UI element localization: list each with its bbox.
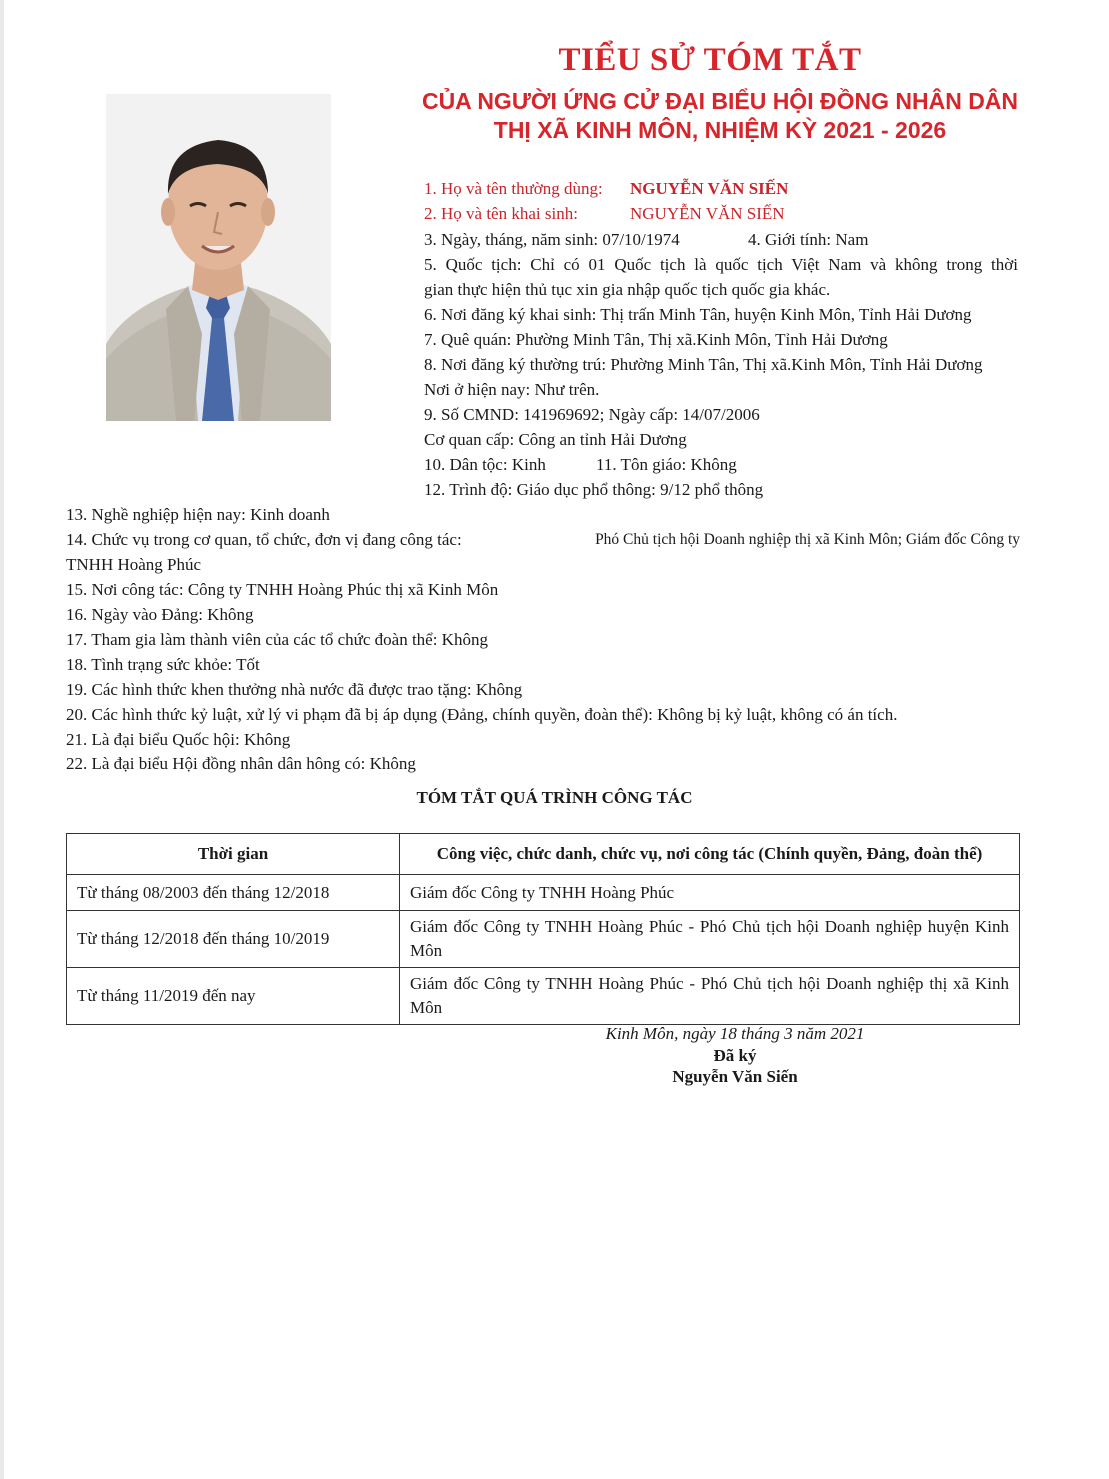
table-row [67,911,1020,968]
discipline: 20. Các hình thức kỷ luật, xử lý vi phạm đã bị áp dụng (Đảng, chính quyền, đoàn thể): Không bị kỷ luật, không có án tích. [66,705,898,724]
gender: 4. Giới tính: Nam [748,230,869,249]
current-address: Nơi ở hiện nay: Như trên. [424,380,600,399]
current-position-line2: TNHH Hoàng Phúc [66,555,202,574]
page-subtitle-line1: CỦA NGƯỜI ỨNG CỬ ĐẠI BIỂU HỘI ĐỒNG NHÂN DÂN [421,88,1019,114]
date-of-birth: 3. Ngày, tháng, năm sinh: 07/10/1974 [424,230,680,249]
birthplace: 6. Nơi đăng ký khai sinh: Thị trấn Minh Tân, huyện Kinh Môn, Tỉnh Hải Dương [424,305,972,324]
name-common-label: 1. Họ và tên thường dùng: [424,179,603,198]
nationality-line1: 5. Quốc tịch: Chỉ có 01 Quốc tịch là quốc tịch Việt Nam và không trong thời [424,255,1018,274]
national-assembly-member: 21. Là đại biểu Quốc hội: Không [66,730,291,749]
education: 12. Trình độ: Giáo dục phổ thông: 9/12 phổ thông [424,480,764,499]
column-header-work: Công việc, chức danh, chức vụ, nơi công tác (Chính quyền, Đảng, đoàn thể) [400,834,1020,875]
table-header-row [67,834,1020,875]
signature-signed: Đã ký [713,1046,757,1065]
page-edge [0,0,4,1479]
signature-name: Nguyễn Văn Siến [672,1067,798,1086]
permanent-residence: 8. Nơi đăng ký thường trú: Phường Minh Tân, Thị xã.Kinh Môn, Tỉnh Hải Dương [424,355,983,374]
history-time-cell: Từ tháng 08/2003 đến tháng 12/2018 [67,875,400,911]
council-member: 22. Là đại biểu Hội đồng nhân dân hông có: Không [66,754,416,773]
organizations: 17. Tham gia làm thành viên của các tổ chức đoàn thể: Không [66,630,488,649]
religion: 11. Tôn giáo: Không [596,455,737,474]
name-birth-label: 2. Họ và tên khai sinh: [424,204,578,223]
id-card: 9. Số CMND: 141969692; Ngày cấp: 14/07/2006 [424,405,760,424]
history-work-cell: Giám đốc Công ty TNHH Hoàng Phúc [400,875,1020,911]
current-position-value: Phó Chủ tịch hội Doanh nghiệp thị xã Kinh Môn; Giám đốc Công ty [595,531,1020,548]
work-history-table [66,833,1020,1025]
nationality-line2: gian thực hiện thủ tục xin gia nhập quốc tịch quốc gia khác. [424,280,831,299]
page-subtitle-line2: THỊ XÃ KINH MÔN, NHIỆM KỲ 2021 - 2026 [493,117,947,143]
current-position-line1 [66,529,1020,551]
id-issuer: Cơ quan cấp: Công an tỉnh Hải Dương [424,430,687,449]
workplace: 15. Nơi công tác: Công ty TNHH Hoàng Phúc thị xã Kinh Môn [66,580,499,599]
table-row [67,968,1020,1025]
column-header-time: Thời gian [67,834,400,875]
candidate-portrait-photo [106,94,331,421]
ethnicity: 10. Dân tộc: Kinh [424,455,546,474]
history-time-cell: Từ tháng 12/2018 đến tháng 10/2019 [67,911,400,968]
hometown: 7. Quê quán: Phường Minh Tân, Thị xã.Kinh Môn, Tỉnh Hải Dương [424,330,888,349]
history-work-cell: Giám đốc Công ty TNHH Hoàng Phúc - Phó Chủ tịch hội Doanh nghiệp thị xã Kinh Môn [400,968,1020,1025]
table-row [67,875,1020,911]
work-history-title: TÓM TẮT QUÁ TRÌNH CÔNG TÁC [416,788,693,807]
history-time-cell: Từ tháng 11/2019 đến nay [67,968,400,1025]
signature-place-date: Kinh Môn, ngày 18 tháng 3 năm 2021 [605,1024,865,1043]
name-birth-value: NGUYỄN VĂN SIẾN [630,204,785,223]
page-title: TIỂU SỬ TÓM TẮT [558,42,862,78]
health-status: 18. Tình trạng sức khỏe: Tốt [66,655,260,674]
current-position-label: 14. Chức vụ trong cơ quan, tổ chức, đơn vị đang công tác: [66,530,462,549]
awards: 19. Các hình thức khen thưởng nhà nước đã được trao tặng: Không [66,680,523,699]
history-work-cell: Giám đốc Công ty TNHH Hoàng Phúc - Phó Chủ tịch hội Doanh nghiệp huyện Kinh Môn [400,911,1020,968]
occupation: 13. Nghề nghiệp hiện nay: Kinh doanh [66,505,330,524]
party-join-date: 16. Ngày vào Đảng: Không [66,605,254,624]
name-common-value: NGUYỄN VĂN SIẾN [630,179,789,198]
